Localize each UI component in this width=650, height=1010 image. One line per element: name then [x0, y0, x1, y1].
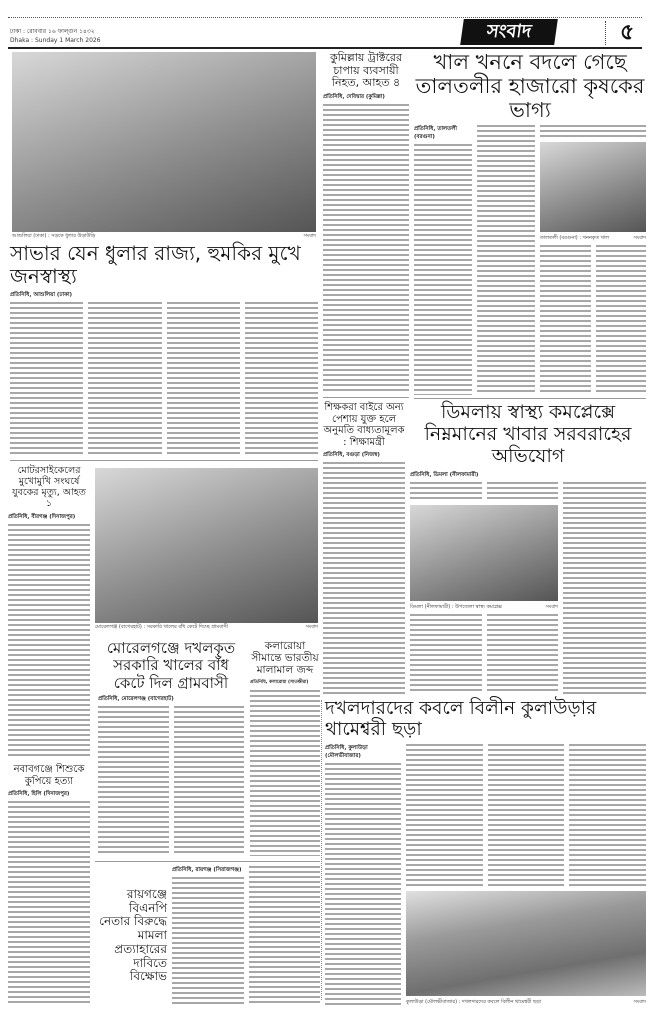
- khal-photo: [540, 142, 646, 232]
- nawabganj-headline: নবাবগঞ্জে শিশুকে কুপিয়ে হত্যা: [13, 764, 85, 787]
- savar-body: [167, 302, 240, 456]
- kulaura-body: [406, 744, 483, 888]
- savar-caption-row: [12, 233, 316, 240]
- raiganj-column: [172, 866, 244, 1006]
- morelganj-headline: মোরেলগঞ্জে দখলকৃত সরকারি খালের বাঁধ কেটে দিল গ্রামবাসী: [106, 639, 236, 692]
- khal-headline: খাল খননে বদলে গেছে তালতলীর হাজারো কৃষকের ভাগ্য: [415, 50, 645, 123]
- morelganj-photo: [95, 468, 318, 623]
- header-dotted-line: [8, 17, 642, 18]
- khal-body: [540, 125, 646, 139]
- dimla-body-columns: [410, 614, 558, 694]
- nawabganj-story: [8, 764, 90, 1005]
- cumilla-story: [323, 52, 409, 394]
- kulaura-headline: দখলদারদের কবলে বিলীন কুলাউড়ার থামেশ্বরী ছড়া: [325, 698, 597, 741]
- savar-caption: আশুলিয়া (ঢাকা) : সড়কে ধুলার উড়াউড়ি: [12, 233, 96, 239]
- dimla-body: [410, 614, 482, 694]
- dimla-body-columns: [410, 482, 646, 694]
- khal-column: [414, 125, 472, 395]
- dimla-body: [410, 482, 482, 502]
- kulaura-story: [325, 698, 646, 1006]
- dimla-body: [487, 482, 559, 502]
- dimla-byline: প্রতিনিধি, ডিমলা (নীলফামারী): [410, 471, 479, 478]
- khal-body: [540, 245, 591, 395]
- savar-body: [10, 302, 83, 456]
- teachers-byline: প্রতিনিধি, বগুড়া (নিজস্ব): [323, 452, 380, 458]
- raiganj-byline: প্রতিনিধি, রায়গঞ্জ (সিরাজগঞ্জ): [172, 867, 242, 873]
- khal-body-columns: [540, 245, 646, 395]
- divider: [414, 398, 646, 399]
- morelganj-body: [174, 706, 245, 856]
- savar-byline: প্রতিনিধি, আশুলিয়া (ঢাকা): [10, 292, 73, 298]
- accident-headline: মোটরসাইকেলের মুখোমুখি সংঘর্ষে যুবকের মৃত্যু, আহত ১: [12, 465, 86, 509]
- divider: [10, 460, 318, 461]
- masthead-logo: সংবাদ: [460, 19, 558, 45]
- kalaroa-byline: প্রতিনিধি, কলারোয়া (সাতক্ষীরা): [250, 680, 309, 686]
- kulaura-column: [406, 744, 646, 1006]
- nawabganj-byline: প্রতিনিধি, হিলি (দিনাজপুর): [8, 791, 70, 797]
- raiganj-body: [249, 866, 321, 1006]
- teachers-story: [323, 402, 405, 694]
- khal-byline: প্রতিনিধি, তালতলী (বরগুনা): [414, 126, 457, 141]
- dimla-column: [410, 482, 558, 694]
- teachers-headline: শিক্ষকরা বাইরে অন্য পেশায় যুক্ত হলে অনুমতি বাধ্যতামূলক : শিক্ষামন্ত্রী: [323, 402, 405, 448]
- cumilla-body: [323, 104, 409, 394]
- dimla-body-columns: [410, 482, 558, 502]
- divider: [323, 397, 409, 398]
- khal-story: [414, 50, 646, 395]
- khal-body: [477, 125, 535, 395]
- kalaroa-body: [250, 690, 320, 856]
- column-divider: [321, 700, 322, 1000]
- teachers-body: [323, 462, 405, 694]
- accident-story: [8, 466, 90, 758]
- kulaura-credit: সংবাদ: [633, 999, 646, 1005]
- kulaura-photo: [406, 891, 646, 996]
- dimla-caption: ডিমলা (নীলফামারী) : উপজেলা স্বাস্থ্য কমপ্লেক্স: [410, 603, 502, 610]
- savar-headline: সাভার যেন ধুলার রাজ্য, হুমকির মুখে জনস্বাস্থ্য: [10, 241, 301, 288]
- accident-body: [8, 524, 90, 758]
- morelganj-body: [98, 706, 169, 856]
- kulaura-caption: কুলাউড়া (মৌলভীবাজার) : দখলদারদের কবলে বিলীন থামেশ্বরী ছড়া: [406, 999, 542, 1005]
- dateline: [10, 27, 101, 45]
- kulaura-caption-row: [406, 999, 646, 1006]
- divider: [95, 861, 320, 862]
- dimla-body: [487, 614, 559, 694]
- khal-body-columns: [414, 125, 646, 395]
- dimla-caption-row: [410, 604, 558, 611]
- kulaura-body-columns: [325, 744, 646, 1006]
- morelganj-credit: সংবাদ: [305, 624, 318, 630]
- morelganj-story: [98, 640, 244, 856]
- savar-story: [10, 242, 318, 456]
- dimla-body: [563, 482, 646, 694]
- nawabganj-body: [8, 801, 90, 1005]
- morelganj-caption-row: [95, 624, 318, 631]
- kulaura-body: [488, 744, 565, 888]
- khal-caption-row: [540, 235, 646, 242]
- dimla-credit: সংবাদ: [545, 603, 558, 610]
- savar-body-columns: [10, 302, 318, 456]
- khal-credit: সংবাদ: [633, 235, 646, 242]
- khal-body: [414, 144, 472, 395]
- morelganj-caption: মোরেলগঞ্জ (বাগেরহাট) : সরকারি খালের বাঁধ কেটে দিচ্ছে গ্রামবাসী: [95, 624, 229, 630]
- khal-column: [540, 125, 646, 395]
- savar-body: [88, 302, 161, 456]
- kulaura-body: [569, 744, 646, 888]
- savar-body: [245, 302, 318, 456]
- dimla-photo: [410, 505, 558, 601]
- header-rule: [8, 47, 642, 49]
- savar-credit: সংবাদ: [303, 233, 316, 239]
- page-number: ৫: [605, 21, 634, 45]
- raiganj-story: [95, 866, 320, 1006]
- morelganj-byline: প্রতিনিধি, মোরেলগঞ্জ (বাগেরহাট): [98, 695, 174, 702]
- raiganj-body: [172, 877, 244, 1006]
- raiganj-headline: রায়গঞ্জে বিএনপি নেতার বিরুদ্ধে মামলা প্রত্যাহারের দাবিতে বিক্ষোভ: [99, 886, 167, 984]
- kulaura-byline: প্রতিনিধি, কুলাউড়া (মৌলভীবাজার): [325, 744, 368, 759]
- date-bengali: ঢাকা : রোববার ১৬ ফাল্গুন ১৪৩২: [10, 28, 95, 35]
- dimla-story: [410, 402, 646, 694]
- morelganj-body-columns: [98, 706, 244, 856]
- accident-byline: প্রতিনিধি, বীরগঞ্জ (দিনাজপুর): [8, 513, 76, 520]
- cumilla-headline: কুমিল্লায় ট্রাক্টরের চাপায় ব্যবসায়ী নিহত, আহত ৪: [329, 51, 403, 90]
- khal-caption: তালতলী (বরগুনা) : খননকৃত খাল: [540, 235, 610, 242]
- khal-body: [596, 245, 647, 395]
- kulaura-body-columns: [406, 744, 646, 888]
- kalaroa-story: [250, 640, 320, 856]
- kalaroa-headline: কলারোয়া সীমান্তে ভারতীয় মালামাল জব্দ: [251, 640, 319, 677]
- kulaura-body: [325, 763, 401, 1006]
- date-english: Dhaka : Sunday 1 March 2026: [10, 37, 101, 44]
- cumilla-byline: প্রতিনিধি, দেবিদ্বার (কুমিল্লা): [323, 93, 385, 100]
- savar-photo: [12, 52, 316, 232]
- dimla-headline: ডিমলায় স্বাস্থ্য কমপ্লেক্সে নিম্নমানের খাবার সরবরাহের অভিযোগ: [424, 401, 632, 467]
- kulaura-column: [325, 744, 401, 1006]
